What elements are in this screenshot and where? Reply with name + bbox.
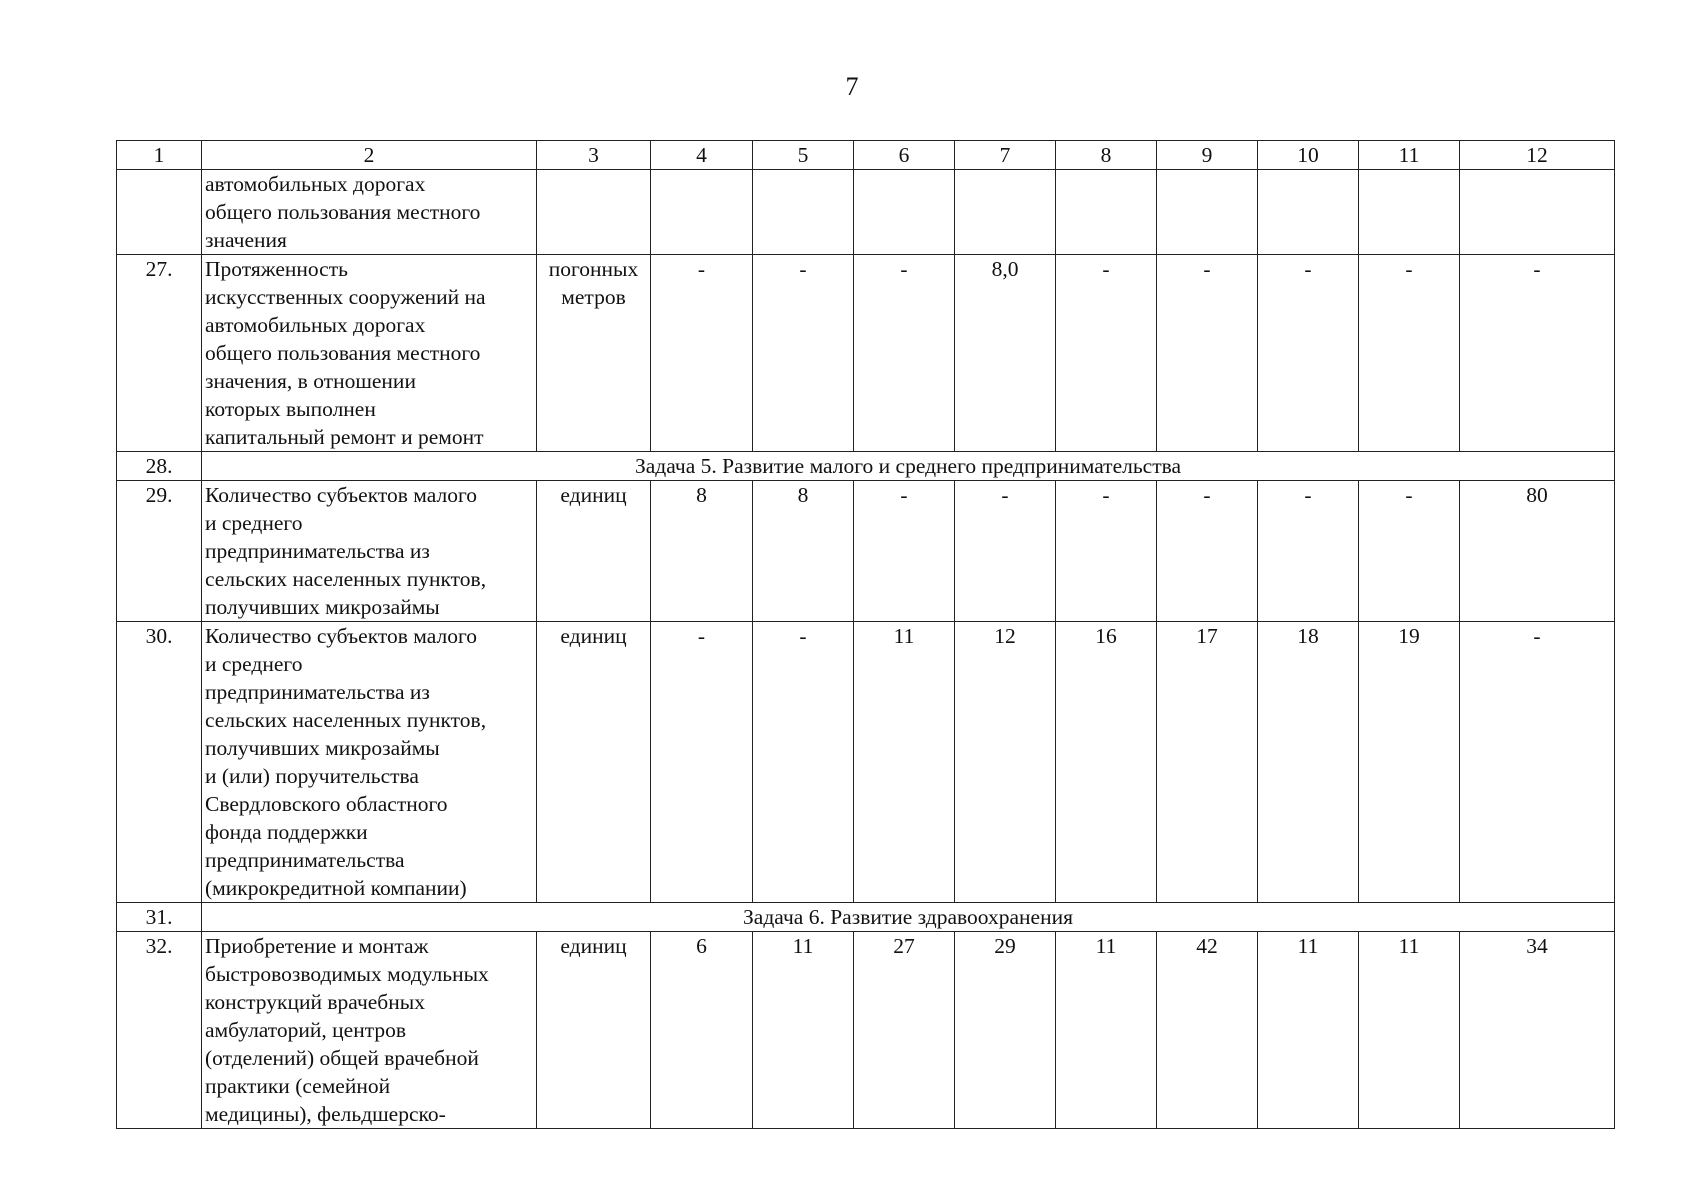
value-cell [753,170,854,255]
value-cell: - [651,255,753,452]
indicator-name-line: и среднего [205,652,303,676]
value-cell: 8,0 [955,255,1056,452]
column-number-row [117,141,1615,170]
value-cell [955,170,1056,255]
indicator-name-line: искусственных сооружений на [205,285,486,309]
indicator-name-line: предпринимательства из [205,680,430,704]
table-row [117,932,1615,1129]
column-header: 7 [955,141,1056,170]
indicator-name-line: значения [205,228,287,252]
value-cell: - [651,622,753,903]
indicator-name-line: Количество субъектов малого [205,483,477,507]
indicator-name-line: получивших микрозаймы [205,595,440,619]
indicator-name-line: (отделений) общей врачебной [205,1046,479,1070]
unit-of-measure [537,170,651,255]
unit-of-measure: погонных метров [537,255,651,452]
value-cell [1359,170,1460,255]
value-cell: 80 [1460,481,1615,622]
indicator-name-line: автомобильных дорогах [205,172,426,196]
indicator-name [202,622,537,903]
indicator-name-line: автомобильных дорогах [205,313,426,337]
table-row [117,170,1615,255]
row-number: 32. [117,932,202,1129]
column-header: 4 [651,141,753,170]
value-cell [651,170,753,255]
indicator-name-line: Приобретение и монтаж [205,934,429,958]
value-cell: - [1157,255,1258,452]
value-cell: - [955,481,1056,622]
value-cell: - [1460,255,1615,452]
indicator-name-line: общего пользования местного [205,200,481,224]
indicator-name-line: Протяженность [205,257,348,281]
value-cell: 11 [1056,932,1157,1129]
value-cell: - [1258,481,1359,622]
value-cell: - [854,255,955,452]
column-header: 11 [1359,141,1460,170]
value-cell [1056,170,1157,255]
value-cell [1258,170,1359,255]
column-header: 6 [854,141,955,170]
column-header: 2 [202,141,537,170]
column-header: 3 [537,141,651,170]
value-cell: - [1460,622,1615,903]
column-header: 9 [1157,141,1258,170]
value-cell: - [1056,481,1157,622]
indicator-name-line: фонда поддержки [205,820,368,844]
row-number: 31. [117,903,202,932]
value-cell: 27 [854,932,955,1129]
row-number: 29. [117,481,202,622]
indicator-name-line: сельских населенных пунктов, [205,567,487,591]
indicator-name-line: Количество субъектов малого [205,624,477,648]
value-cell: 8 [651,481,753,622]
table-row [117,255,1615,452]
indicators-table [116,140,1615,1129]
indicator-name [202,170,537,255]
value-cell: 11 [1359,932,1460,1129]
value-cell: 11 [854,622,955,903]
indicator-name-line: и (или) поручительства [205,764,419,788]
value-cell: 19 [1359,622,1460,903]
value-cell: 34 [1460,932,1615,1129]
value-cell: 6 [651,932,753,1129]
indicator-name-line: Свердловского областного [205,792,448,816]
value-cell: 18 [1258,622,1359,903]
value-cell: 11 [1258,932,1359,1129]
value-cell: - [1157,481,1258,622]
indicator-name-line: практики (семейной [205,1074,391,1098]
value-cell: 17 [1157,622,1258,903]
value-cell: 29 [955,932,1056,1129]
value-cell: - [753,622,854,903]
table-row [117,481,1615,622]
unit-of-measure: единиц [537,932,651,1129]
value-cell: 42 [1157,932,1258,1129]
indicator-name-line: и среднего [205,511,303,535]
value-cell: - [1359,255,1460,452]
unit-of-measure: единиц [537,481,651,622]
page-number: 7 [845,72,859,101]
column-header: 10 [1258,141,1359,170]
column-header: 1 [117,141,202,170]
value-cell: - [753,255,854,452]
row-number [117,170,202,255]
row-number: 28. [117,452,202,481]
section-row [117,452,1615,481]
indicator-name-line: амбулаторий, центров [205,1018,407,1042]
value-cell: - [1359,481,1460,622]
value-cell [1460,170,1615,255]
indicator-name-line: общего пользования местного [205,341,481,365]
indicator-name-line: предпринимательства [205,848,405,872]
indicator-name-line: медицины), фельдшерско- [205,1102,446,1126]
section-title: Задача 5. Развитие малого и среднего предпринимательства [202,452,1615,481]
value-cell: 12 [955,622,1056,903]
value-cell: - [854,481,955,622]
indicator-name-line: быстровозводимых модульных [205,962,489,986]
section-title: Задача 6. Развитие здравоохранения [202,903,1615,932]
indicator-name-line: конструкций врачебных [205,990,425,1014]
value-cell: - [1258,255,1359,452]
value-cell [1157,170,1258,255]
column-header: 8 [1056,141,1157,170]
column-header: 5 [753,141,854,170]
indicator-name-line: (микрокредитной компании) [205,876,467,900]
indicator-name-line: капитальный ремонт и ремонт [205,425,484,449]
indicator-name-line: сельских населенных пунктов, [205,708,487,732]
row-number: 30. [117,622,202,903]
indicator-name-line: которых выполнен [205,397,376,421]
indicator-name [202,481,537,622]
row-number: 27. [117,255,202,452]
indicator-name-line: предпринимательства из [205,539,430,563]
value-cell: 11 [753,932,854,1129]
value-cell [854,170,955,255]
indicator-name-line: значения, в отношении [205,369,416,393]
unit-of-measure: единиц [537,622,651,903]
value-cell: 16 [1056,622,1157,903]
indicator-name [202,932,537,1129]
table-body [117,170,1615,1129]
table-row [117,622,1615,903]
indicator-name-line: получивших микрозаймы [205,736,440,760]
value-cell: 8 [753,481,854,622]
indicator-name [202,255,537,452]
column-header: 12 [1460,141,1615,170]
value-cell: - [1056,255,1157,452]
section-row [117,903,1615,932]
